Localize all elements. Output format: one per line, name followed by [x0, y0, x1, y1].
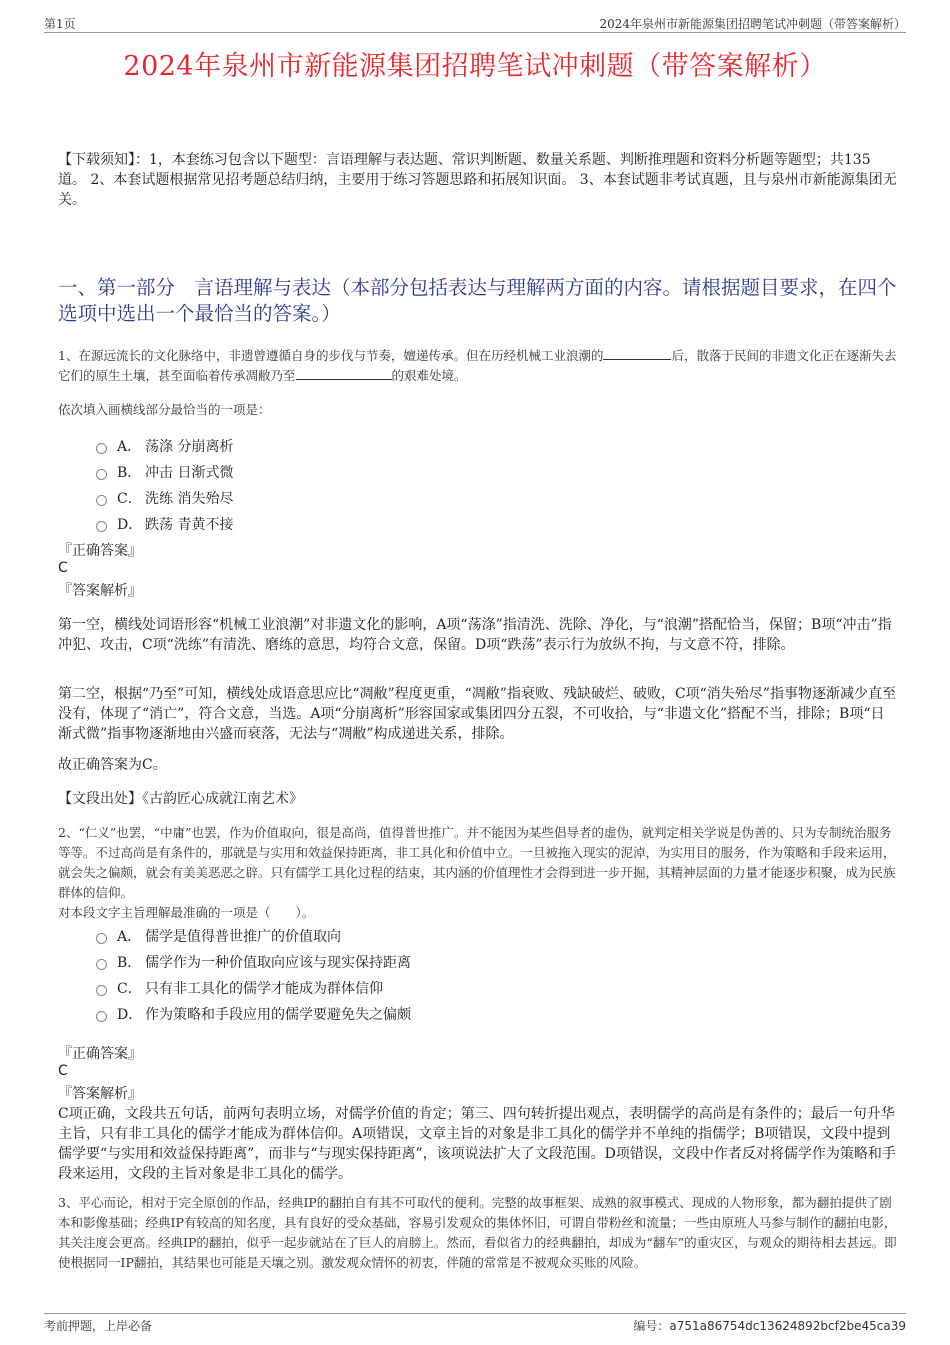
option-c[interactable]: C． 洗练 消失殆尽: [96, 485, 233, 511]
question-2-stem: 2、“仁义”也罢，“中庸”也罢，作为价值取向，很是高尚，值得普世推广。并不能因为某些倡导者的虚伪，就判定相关学说是伪善的、只为专制统治服务等等。不过高尚是有条件的，那就是与实用和效益保持距离，非工具化和价值中立。一旦被拖入现实的泥淖，为实用目的服务，作为策略和手段来运用，就会失之偏颇，就会有美美恶恶之辟。只有儒学工具化过程的结束，其内涵的价值理性才会得到进一步开掘，其精神层面的力量才能逐步积聚，成为民族群体的信仰。: [58, 825, 896, 900]
radio-icon[interactable]: [96, 469, 107, 480]
section-heading: 一、第一部分 言语理解与表达（本部分包括表达与理解两方面的内容。请根据题目要求，在四个选项中选出一个最恰当的答案。）: [58, 276, 897, 325]
analysis-paragraph: C项正确，文段共五句话，前两句表明立场，对儒学价值的肯定；第三、四句转折提出观点，表明儒学的高尚是有条件的；最后一句升华主旨，只有非工具化的儒学才能成为群体信仰。A项错误，文章主旨的对象是非工具化的儒学并不单纯的指儒学；B项错误，文段中提到儒学要“与实用和效益保持距离”，而非与“与现实保持距离”，该项说法扩大了文段范围。D项错误，文段中作者反对将儒学作为策略和手段来运用，文段的主旨对象是非工具化的儒学。: [58, 1106, 896, 1182]
source: 【文段出处】《古韵匠心成就江南艺术》: [58, 791, 303, 807]
blank-1: [603, 347, 671, 360]
radio-icon[interactable]: [96, 959, 107, 970]
question-1-options: [96, 433, 233, 537]
analysis-paragraph-2: 第二空，根据“乃至”可知，横线处成语意思应比“凋敝”程度更重，“凋敝”指衰败、残缺破烂、破败，C项“消失殆尽”指事物逐渐减少直至没有，体现了“消亡”，符合文意，当选。A项“分崩离析”形容国家或集团四分五裂，不可收拾，与“非遗文化”搭配不当，排除；B项“日渐式微”指事物逐渐地由兴盛而衰落，无法与“凋敝”构成递进关系，排除。: [58, 686, 896, 742]
answer-label: 『正确答案』: [58, 1046, 142, 1062]
page-footer: [44, 1313, 906, 1334]
option-d[interactable]: D． 作为策略和手段应用的儒学要避免失之偏颇: [96, 1001, 411, 1027]
document-id: 编号：a751a86754dc13624892bcf2be45ca39: [633, 1319, 906, 1333]
blank-2: [296, 367, 392, 380]
option-a[interactable]: A． 荡涤 分崩离析: [96, 433, 233, 459]
radio-icon[interactable]: [96, 1011, 107, 1022]
question-1-prompt: 依次填入画横线部分最恰当的一项是：: [58, 402, 271, 417]
download-notice: 【下载须知】：1，本套练习包含以下题型：言语理解与表达题、常识判断题、数量关系题、判断推理题和资料分析题等题型；共135道。 2、本套试题根据常见招考题总结归纳，主要用于练习答题思路和拓展知识面。 3、本套试题非考试真题，且与泉州市新能源集团无关。: [58, 152, 897, 208]
analysis-label: 『答案解析』: [58, 583, 142, 599]
answer-label: 『正确答案』: [58, 543, 142, 559]
question-1-stem: 1、在源远流长的文化脉络中，非遗曾遵循自身的步伐与节奏，嬗递传承。但在历经机械工业浪潮的 后，散落于民间的非遗文化正在逐渐失去它们的原生土壤，甚至面临着传承凋敝乃至 的艰难处境。: [58, 348, 897, 383]
option-d[interactable]: D． 跌荡 青黄不接: [96, 511, 233, 537]
question-2-options: [96, 923, 411, 1027]
question-2-prompt: 对本段文字主旨理解最准确的一项是（ ）。: [58, 905, 315, 920]
option-c[interactable]: C． 只有非工具化的儒学才能成为群体信仰: [96, 975, 411, 1001]
radio-icon[interactable]: [96, 985, 107, 996]
analysis-label: 『答案解析』: [58, 1086, 142, 1102]
footer-slogan: 考前押题，上岸必备: [44, 1319, 153, 1333]
header-doc-title: 2024年泉州市新能源集团招聘笔试冲刺题（带答案解析）: [599, 17, 906, 31]
conclusion: 故正确答案为C。: [58, 757, 167, 773]
option-a[interactable]: A． 儒学是值得普世推广的价值取向: [96, 923, 411, 949]
option-b[interactable]: B． 冲击 日渐式微: [96, 459, 233, 485]
correct-answer: C: [58, 1063, 68, 1079]
correct-answer: C: [58, 560, 68, 576]
page-number: 第1页: [44, 17, 76, 31]
radio-icon[interactable]: [96, 933, 107, 944]
analysis-paragraph-1: 第一空，横线处词语形容“机械工业浪潮”对非遗文化的影响，A项“荡涤”指清洗、洗除、净化，与“浪潮”搭配恰当，保留；B项“冲击”指冲犯、攻击，C项“洗练”有清洗、磨练的意思，均符合文意，保留。D项“跌荡”表示行为放纵不拘，与文意不符，排除。: [58, 617, 892, 653]
option-b[interactable]: B． 儒学作为一种价值取向应该与现实保持距离: [96, 949, 411, 975]
radio-icon[interactable]: [96, 443, 107, 454]
document-title: 2024年泉州市新能源集团招聘笔试冲刺题（带答案解析）: [123, 51, 827, 82]
question-3-stem: 3、平心而论，相对于完全原创的作品，经典IP的翻拍自有其不可取代的便利。完整的故事框架、成熟的叙事模式、现成的人物形象，都为翻拍提供了剧本和影像基础；经典IP有较高的知名度，具有良好的受众基础，容易引发观众的集体怀旧，可谓自带粉丝和流量；一些由原班人马参与制作的翻拍电影，其关注度会更高。经典IP的翻拍，似乎一起步就站在了巨人的肩膀上。然而，看似省力的经典翻拍，却成为“翻车”的重灾区，与观众的期待相去甚远。即使根据同一IP翻拍，其结果也可能是天壤之别。激发观众情怀的初衷，伴随的常常是不被观众买账的风险。: [58, 1195, 897, 1270]
radio-icon[interactable]: [96, 495, 107, 506]
radio-icon[interactable]: [96, 521, 107, 532]
page-header: [44, 12, 906, 33]
